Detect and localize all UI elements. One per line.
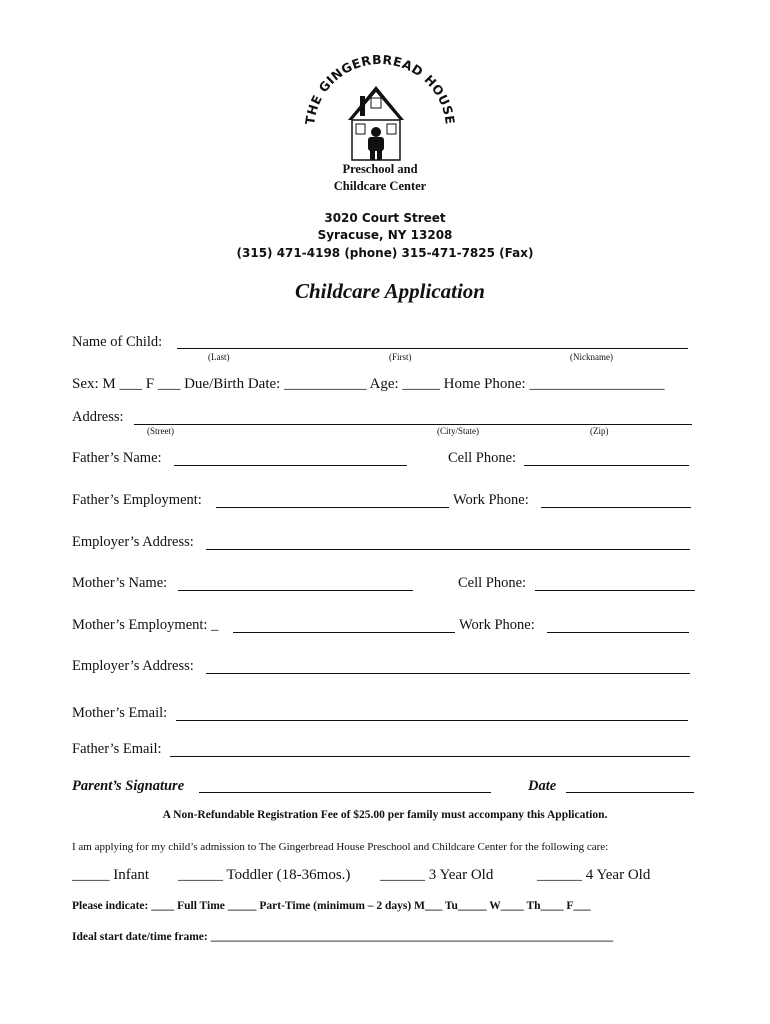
signature-label: Parent’s Signature [72,778,185,794]
father-cell-line[interactable] [524,465,689,466]
father-cell-label: Cell Phone: [448,450,517,466]
father-emp-line[interactable] [216,507,449,508]
signature-line[interactable] [199,792,491,793]
father-name-label: Father’s Name: [72,450,162,466]
name-sub-first: (First) [389,352,412,362]
schedule-indicate[interactable]: Please indicate: ____ Full Time _____ Part-Time (minimum – 2 days) M___ Tu_____ W____ Th____ F___ [72,900,591,912]
mother-employer-addr-line[interactable] [206,673,690,674]
father-work-label: Work Phone: [453,492,529,508]
mother-name-line[interactable] [178,590,413,591]
fee-notice: A Non-Refundable Registration Fee of $25.00 per family must accompany this Application. [162,809,608,821]
name-label: Name of Child: [72,334,163,350]
applying-text: I am applying for my child’s admission to The Gingerbread House Preschool and Childcare Center for the following care: [72,841,609,853]
father-work-line[interactable] [541,507,691,508]
care-four[interactable]: ______ 4 Year Old [537,867,651,883]
father-employer-addr-line[interactable] [206,549,690,550]
date-label: Date [528,778,557,794]
mother-work-line[interactable] [547,632,689,633]
father-emp-label: Father’s Employment: [72,492,202,508]
mother-emp-label: Mother’s Employment: _ [72,617,219,633]
logo [300,50,460,200]
addr-sub-city: (City/State) [437,426,479,436]
father-name-line[interactable] [174,465,407,466]
addr-sub-street: (Street) [147,426,174,436]
name-sub-last: (Last) [208,352,230,362]
care-infant[interactable]: _____ Infant [72,867,150,883]
header-phone: (315) 471-4198 (phone) 315-471-7825 (Fax) [236,246,534,260]
mother-email-line[interactable] [176,720,688,721]
care-three[interactable]: ______ 3 Year Old [380,867,494,883]
mother-cell-label: Cell Phone: [458,575,527,591]
care-toddler[interactable]: ______ Toddler (18-36mos.) [178,867,351,883]
svg-text:THE GINGERBREAD HOUSE: THE GINGERBREAD HOUSE [302,51,458,126]
name-line[interactable] [177,348,688,349]
address-label: Address: [72,409,124,425]
header-address1: 3020 Court Street [324,211,446,225]
name-sub-nick: (Nickname) [570,352,613,362]
mother-work-label: Work Phone: [459,617,535,633]
sex-dob-row[interactable]: Sex: M ___ F ___ Due/Birth Date: ___________ Age: _____ Home Phone: __________________ [72,376,665,392]
gingerbread-house-logo [300,50,460,200]
address-line[interactable] [134,424,692,425]
father-email-line[interactable] [170,756,690,757]
mother-emp-line[interactable] [233,632,455,633]
mother-email-label: Mother’s Email: [72,705,168,721]
father-employer-addr-label: Employer’s Address: [72,534,194,550]
addr-sub-zip: (Zip) [590,426,609,436]
father-email-label: Father’s Email: [72,741,162,757]
mother-employer-addr-label: Employer’s Address: [72,658,194,674]
page-title: Childcare Application [295,279,485,303]
logo-line1: Preschool and [342,162,418,176]
logo-line2: Childcare Center [333,179,427,193]
header-address2: Syracuse, NY 13208 [317,228,453,242]
date-line[interactable] [566,792,694,793]
mother-name-label: Mother’s Name: [72,575,168,591]
start-date[interactable]: Ideal start date/time frame: ______________________________________________________________________ [72,931,614,943]
mother-cell-line[interactable] [535,590,695,591]
